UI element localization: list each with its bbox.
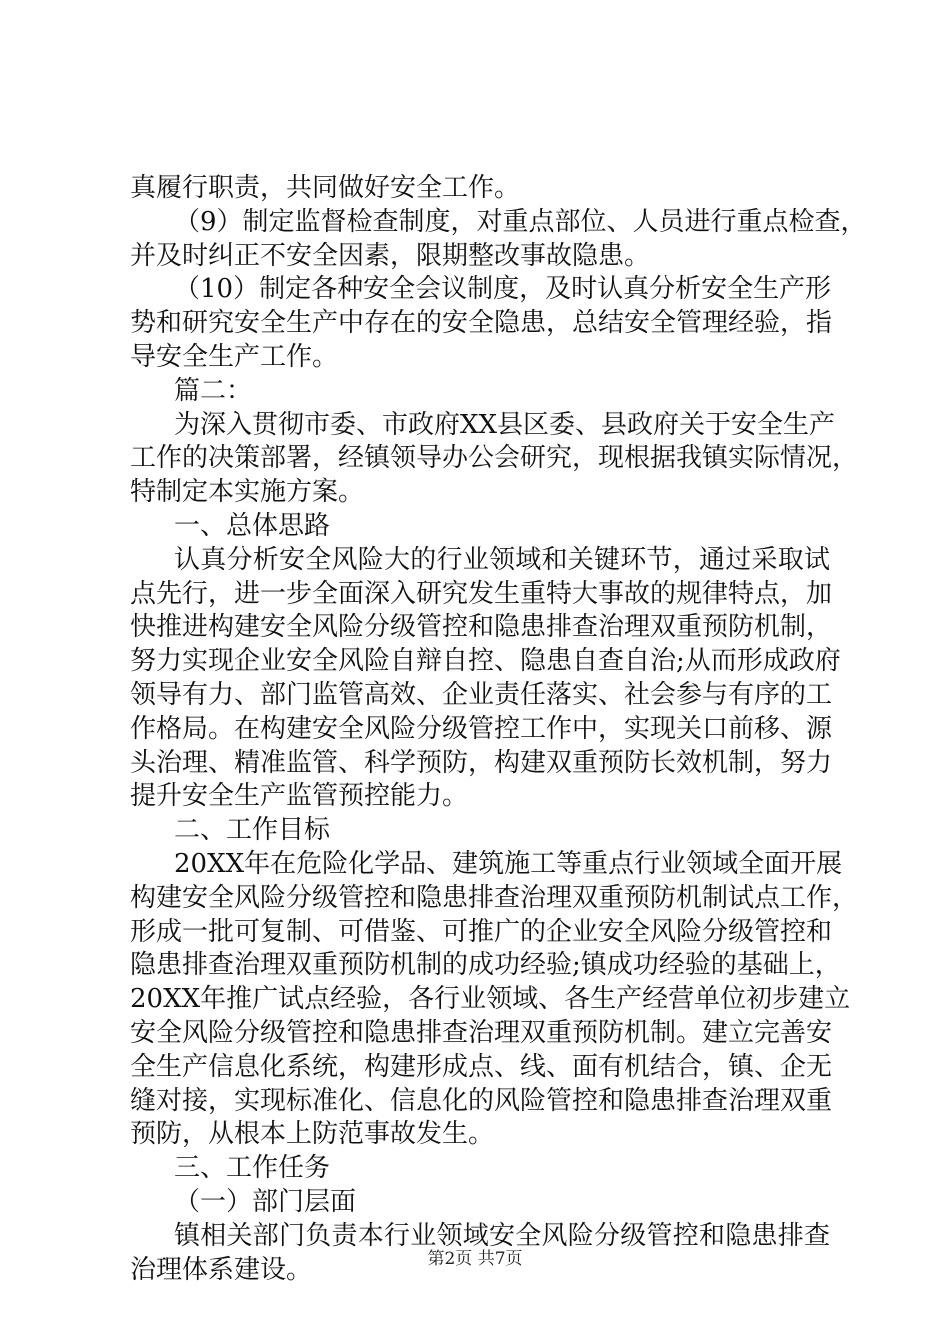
page-number-footer: 第2页 共7页: [427, 1249, 523, 1269]
text-line: 作格局。在构建安全风险分级管控工作中，实现关口前移、源: [130, 713, 833, 744]
text-line: 全生产信息化系统，构建形成点、线、面有机结合，镇、企无: [130, 1051, 833, 1082]
text-line: 形成一批可复制、可借鉴、可推广的企业安全风险分级管控和: [130, 916, 833, 947]
text-line: 二、工作目标: [174, 815, 331, 846]
text-line: 治理体系建设。: [130, 1254, 313, 1285]
text-line: 20XX年推广试点经验，各行业领域、各生产经营单位初步建立: [130, 984, 851, 1015]
text-line: 一、总体思路: [174, 510, 331, 541]
text-line: 提升安全生产监管预控能力。: [130, 781, 469, 812]
text-line: （一）部门层面: [174, 1186, 357, 1217]
text-line: 领导有力、部门监管高效、企业责任落实、社会参与有序的工: [130, 679, 833, 710]
text-line: 安全风险分级管控和隐患排查治理双重预防机制。建立完善安: [130, 1017, 833, 1048]
text-line: 缝对接，实现标准化、信息化的风险管控和隐患排查治理双重: [130, 1085, 833, 1116]
text-line: 隐患排查治理双重预防机制的成功经验;镇成功经验的基础上，: [130, 950, 841, 981]
text-line: 特制定本实施方案。: [130, 477, 365, 508]
text-line: 导安全生产工作。: [130, 341, 339, 372]
text-line: 势和研究安全生产中存在的安全隐患，总结安全管理经验，指: [130, 308, 833, 339]
text-line: 三、工作任务: [174, 1153, 331, 1184]
text-line: 努力实现企业安全风险自辩自控、隐患自查自治;从而形成政府: [130, 646, 841, 677]
text-line: 头治理、精准监管、科学预防，构建双重预防长效机制，努力: [130, 747, 833, 778]
text-line: 认真分析安全风险大的行业领域和关键环节，通过采取试: [174, 544, 830, 575]
text-line: （9）制定监督检查制度，对重点部位、人员进行重点检查，: [174, 206, 867, 237]
text-line: 快推进构建安全风险分级管控和隐患排查治理双重预防机制，: [130, 612, 833, 643]
text-line: 20XX年在危险化学品、建筑施工等重点行业领域全面开展: [174, 848, 843, 879]
text-line: 工作的决策部署，经镇领导办公会研究，现根据我镇实际情况，: [130, 443, 859, 474]
text-line: 篇二：: [174, 375, 253, 406]
text-line: 为深入贯彻市委、市政府XX县区委、县政府关于安全生产: [174, 409, 836, 440]
text-line: 真履行职责，共同做好安全工作。: [130, 173, 521, 203]
text-line: 点先行，进一步全面深入研究发生重特大事故的规律特点，加: [130, 578, 833, 609]
document-body: [130, 172, 867, 1287]
text-line: 镇相关部门负责本行业领域安全风险分级管控和隐患排查: [174, 1220, 830, 1251]
text-line: 构建安全风险分级管控和隐患排查治理双重预防机制试点工作，: [130, 882, 859, 913]
text-line: 并及时纠正不安全因素，限期整改事故隐患。: [130, 240, 651, 271]
text-line: 预防，从根本上防范事故发生。: [130, 1119, 495, 1150]
text-line: （10）制定各种安全会议制度，及时认真分析安全生产形: [174, 274, 832, 305]
